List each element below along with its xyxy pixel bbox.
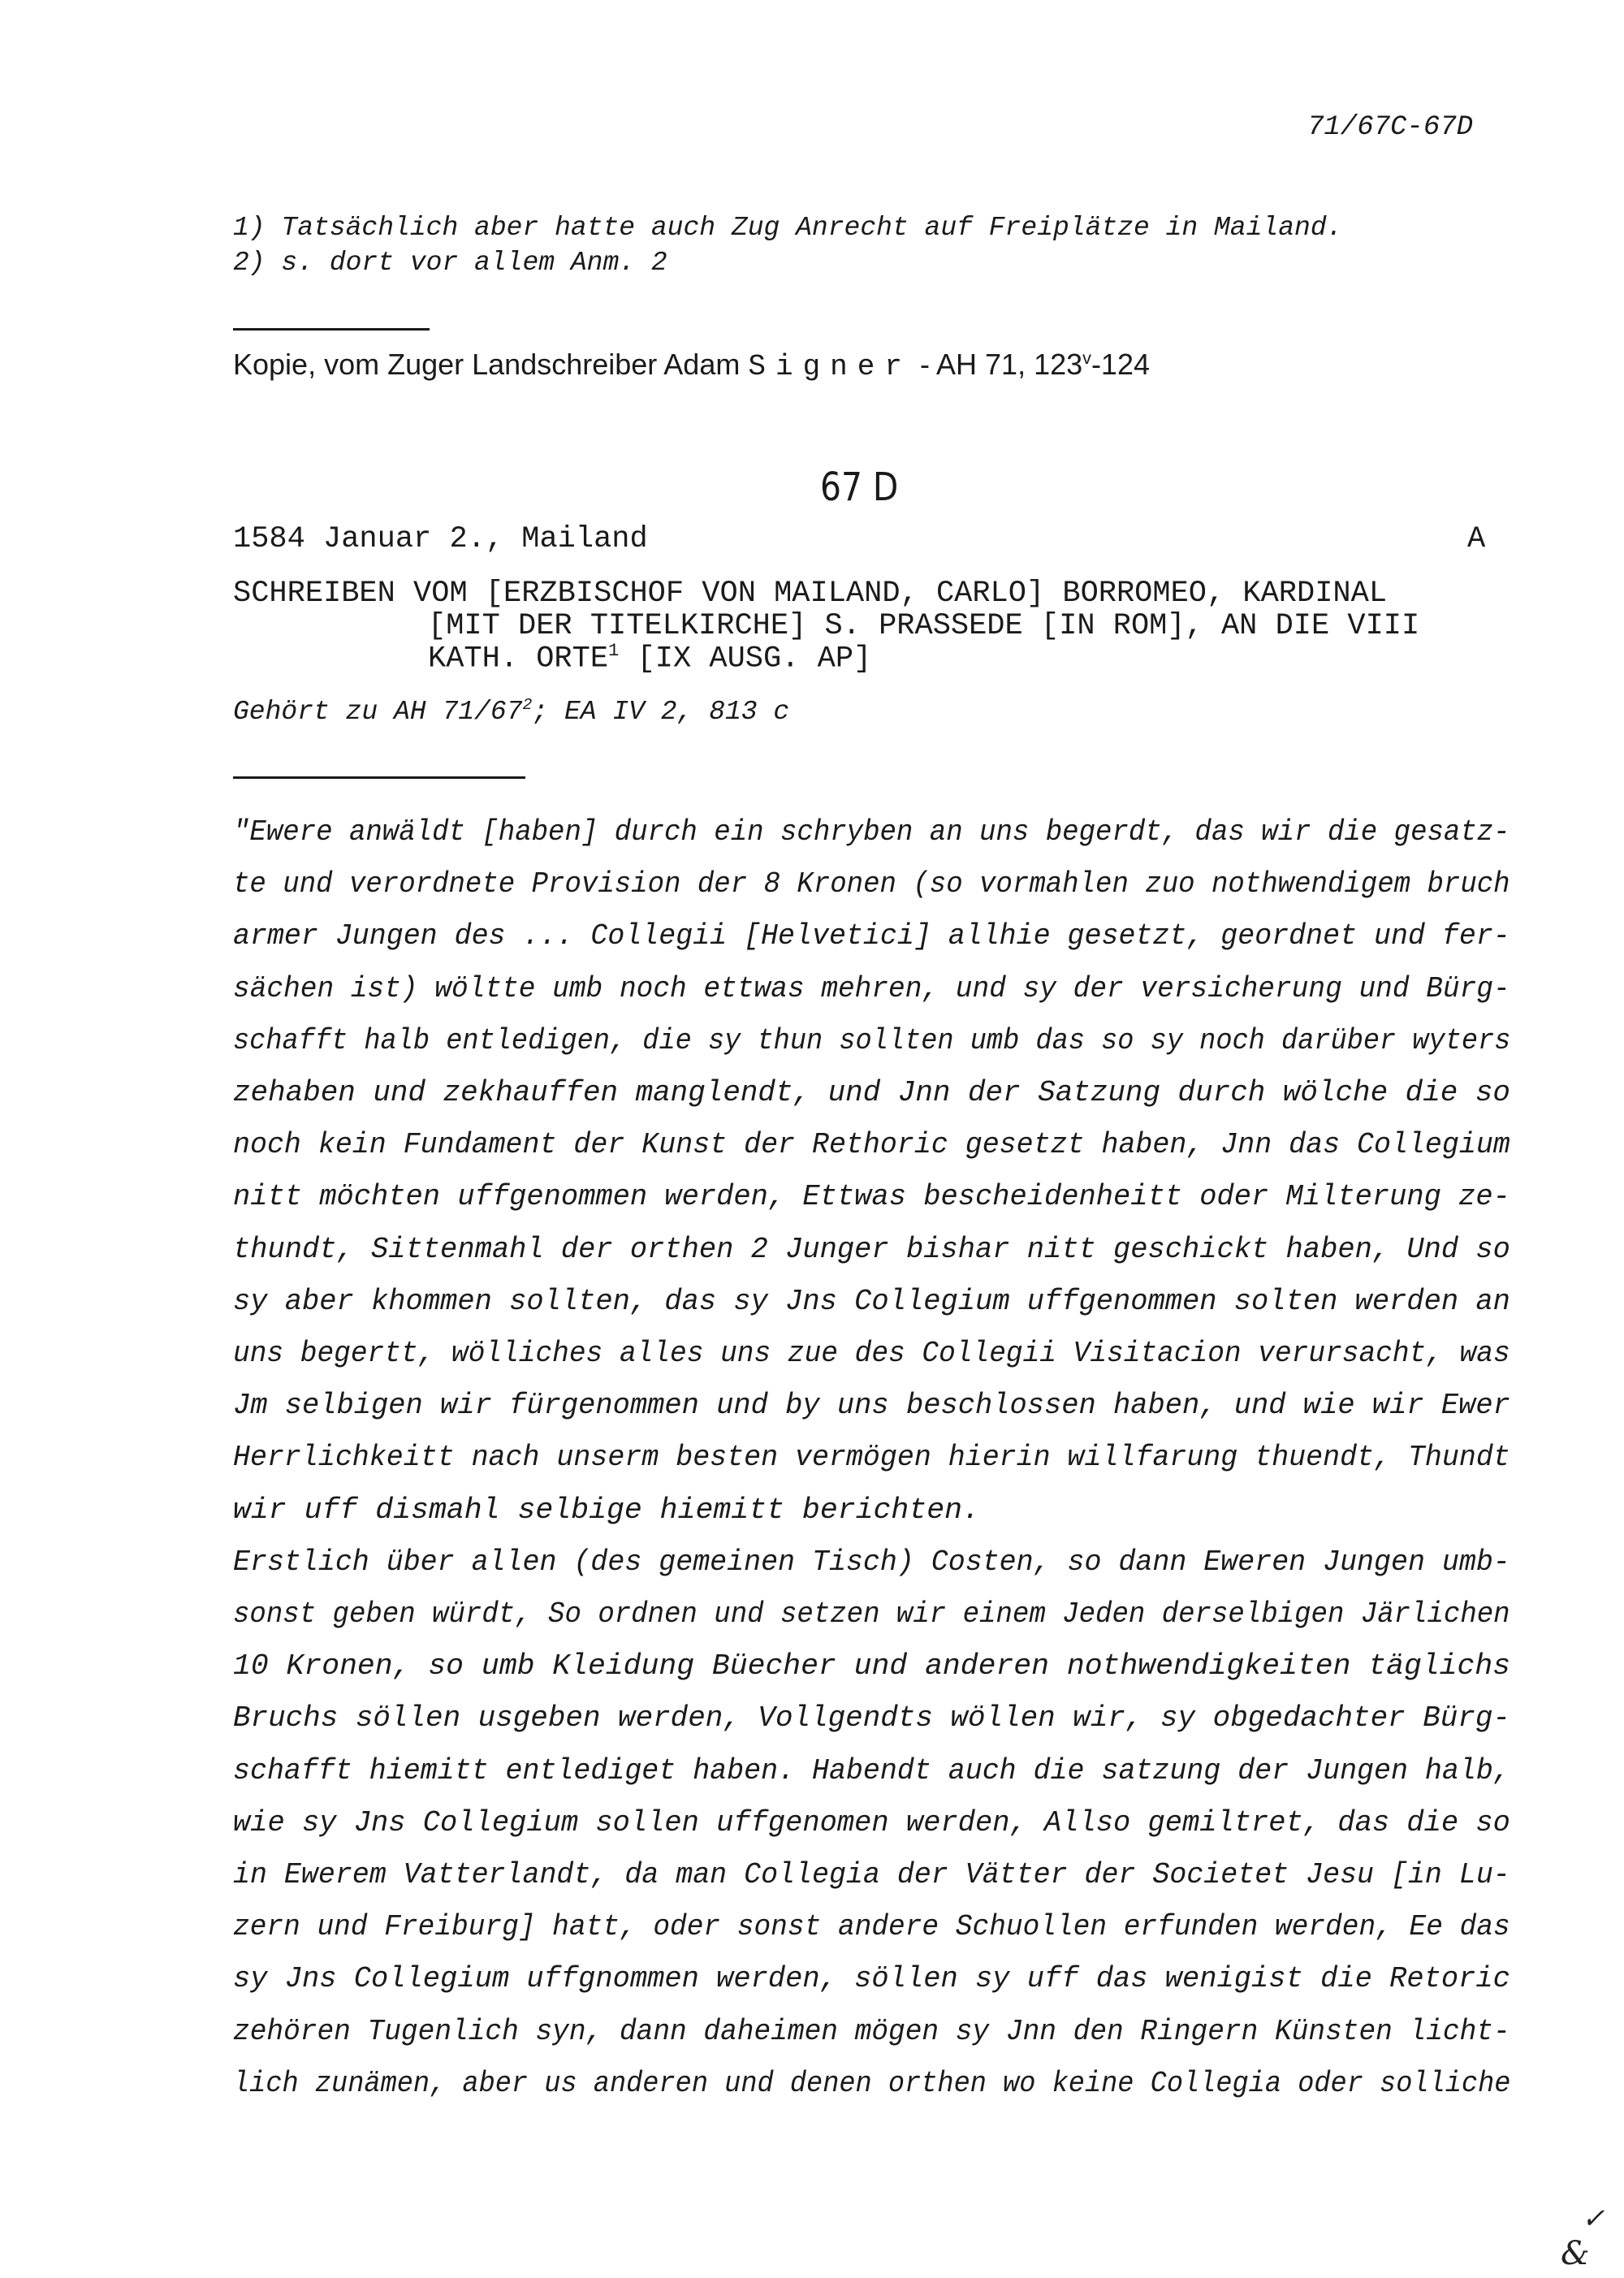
body-line: Herrlichkeitt nach unserm besten vermögen hierin willfarung thuendt, Thundt — [233, 1441, 1510, 1475]
title-line-3-rest: [IX AUSG. AP] — [619, 642, 872, 676]
page-id: 71/67C-67D — [1307, 112, 1474, 143]
source-name: Signer — [748, 350, 912, 383]
body-line: wir uff dismahl selbige hiemitt berichten. — [233, 1493, 980, 1527]
footnote-1: 1) Tatsächlich aber hatte auch Zug Anrecht auf Freiplätze in Mailand. — [233, 213, 1343, 243]
belongs-footnote-mark: 2 — [522, 696, 533, 714]
title-line-3 — [428, 641, 871, 676]
handwritten-initials: & — [1561, 2235, 1590, 2272]
title-line-1: SCHREIBEN VOM [ERZBISCHOF VON MAILAND, CARLO] BORROMEO, KARDINAL — [233, 577, 1388, 611]
date-place: 1584 Januar 2., Mailand — [233, 522, 648, 556]
body-line: sonst geben würdt, So ordnen und setzen wir einem Jeden derselbigen Järlichen — [233, 1597, 1510, 1631]
source-ref-end: -124 — [1091, 348, 1150, 381]
body-line: in Ewerem Vatterlandt, da man Collegia der Vätter der Societet Jesu [in Lu- — [233, 1858, 1510, 1891]
body-line: sy Jns Collegium uffgnommen werden, söllen sy uff das wenigist die Retoric — [233, 1962, 1510, 1996]
body-line: Bruchs söllen usgeben werden, Vollgendts wöllen wir, sy obgedachter Bürg- — [233, 1701, 1510, 1736]
header-divider — [233, 776, 525, 779]
document-category: A — [1467, 522, 1486, 556]
body-line: armer Jungen des ... Collegii [Helvetici] allhie gesetzt, geordnet und fer- — [233, 919, 1510, 953]
title-footnote-mark: 1 — [608, 641, 620, 661]
body-line: Erstlich über allen (des gemeinen Tisch) Costen, so dann Eweren Jungen umb- — [233, 1545, 1510, 1579]
body-line: sy aber khommen sollten, das sy Jns Collegium uffgenommen solten werden an — [233, 1284, 1510, 1318]
body-line: te und verordnete Provision der 8 Kronen (so vormahlen zuo nothwendigem bruch — [233, 867, 1510, 901]
title-line-2: [MIT DER TITELKIRCHE] S. PRASSEDE [IN ROM], AN DIE VIII — [428, 609, 1420, 643]
source-ref: AH 71, 123 — [936, 348, 1083, 381]
belongs-rest: ; EA IV 2, 813 c — [532, 697, 790, 727]
source-ref-sup: v — [1082, 348, 1091, 368]
footnote-divider — [233, 328, 430, 331]
source-dash: - — [920, 348, 930, 381]
body-line: zehaben und zekhauffen manglendt, und Jnn der Satzung durch wölche die so — [233, 1076, 1510, 1109]
source-line — [233, 348, 1150, 383]
title-line-3-text: KATH. ORTE — [428, 642, 609, 676]
body-line: Jm selbigen wir fürgenommen und by uns beschlossen haben, und wie wir Ewer — [233, 1389, 1510, 1423]
body-line: noch kein Fundament der Kunst der Rethoric gesetzt haben, Jnn das Collegium — [233, 1128, 1510, 1162]
body-line: uns begertt, wölliches alles uns zue des Collegii Visitacion verursacht, was — [233, 1337, 1510, 1370]
belongs-to — [233, 696, 789, 727]
body-line: thundt, Sittenmahl der orthen 2 Junger bishar nitt geschickt haben, Und so — [233, 1232, 1510, 1266]
body-line: 10 Kronen, so umb Kleidung Büecher und anderen nothwendigkeiten täglichs — [233, 1649, 1511, 1684]
document-number: 67 D — [820, 465, 899, 510]
body-line: schafft hiemitt entlediget haben. Habendt auch die satzung der Jungen halb, — [233, 1753, 1510, 1787]
footnote-2: 2) s. dort vor allem Anm. 2 — [233, 248, 667, 278]
body-line: wie sy Jns Collegium sollen uffgenomen werden, Allso gemiltret, das die so — [233, 1805, 1510, 1839]
body-line: schafft halb entledigen, die sy thun sollten umb das so sy noch darüber wyters — [233, 1023, 1511, 1057]
body-line: sächen ist) wöltte umb noch ettwas mehren, und sy der versicherung und Bürg- — [233, 971, 1510, 1005]
belongs-text: Gehört zu AH 71/67 — [233, 697, 523, 727]
checkmark-annotation: ✓ — [1582, 2202, 1605, 2235]
body-line: zehören Tugenlich syn, dann daheimen mögen sy Jnn den Ringern Künsten licht- — [233, 2014, 1510, 2048]
body-line: lich zunämen, aber us anderen und denen orthen wo keine Collegia oder solliche — [233, 2066, 1511, 2100]
source-prefix: Kopie, vom Zuger Landschreiber Adam — [233, 348, 741, 381]
body-line: "Ewere anwäldt [haben] durch ein schryben an uns begerdt, das wir die gesatz- — [233, 815, 1510, 849]
body-line: zern und Freiburg] hatt, oder sonst andere Schuollen erfunden werden, Ee das — [233, 1910, 1510, 1944]
body-line: nitt möchten uffgenommen werden, Ettwas bescheidenheitt oder Milterung ze- — [233, 1180, 1510, 1214]
